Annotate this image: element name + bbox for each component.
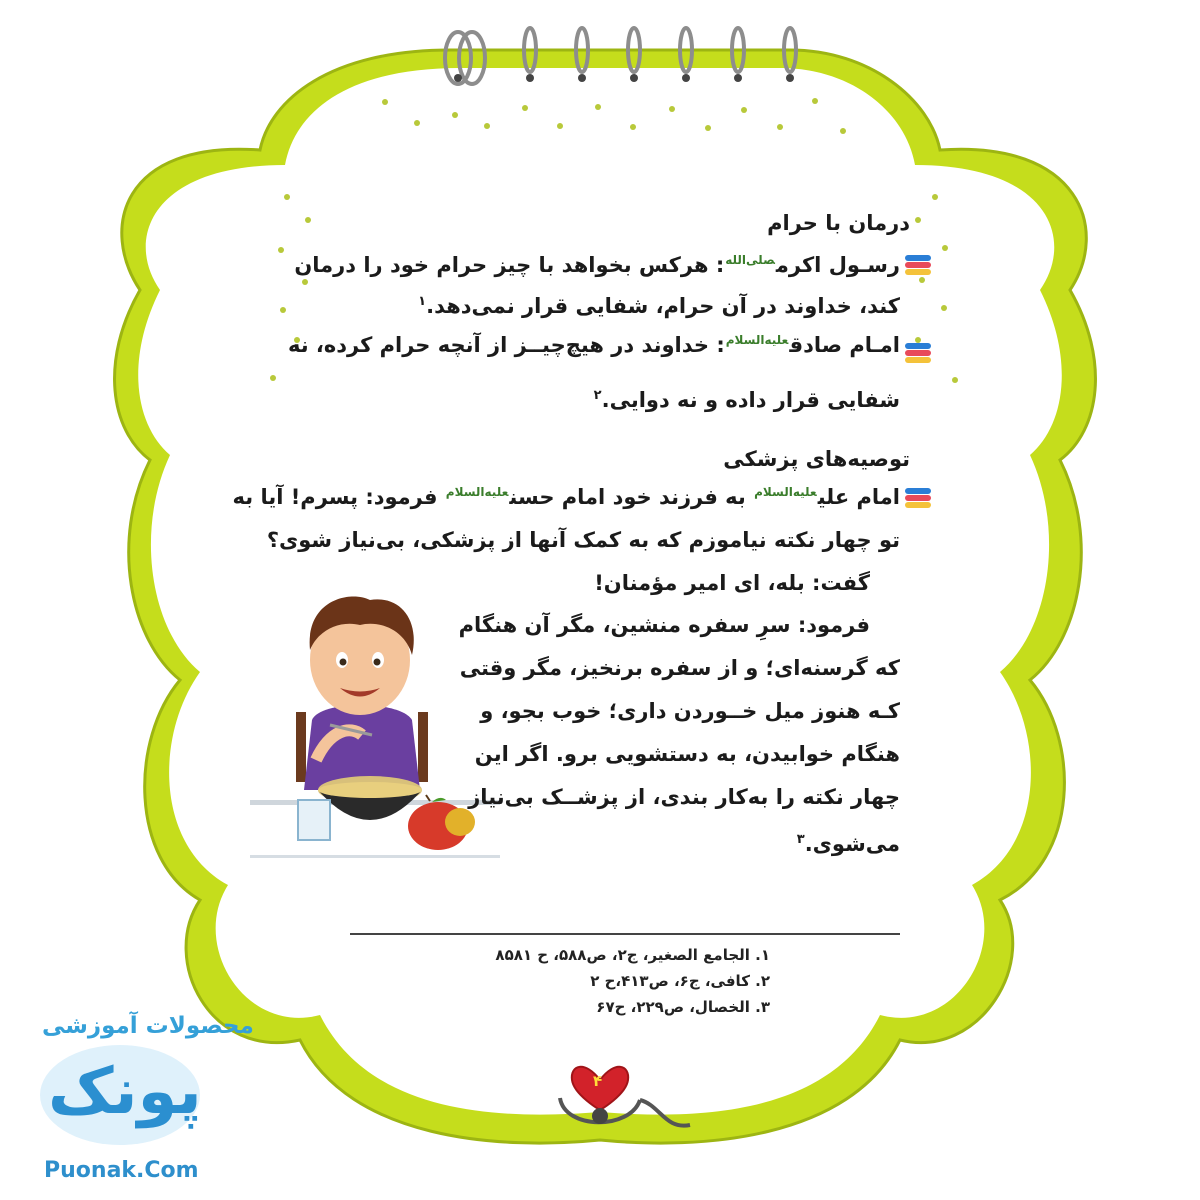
- quote-sadiq-line2: شفایی قرار داده و نه دوایی.$^۲$: [593, 388, 900, 412]
- brand-title: محصولات آموزشی: [42, 1013, 254, 1039]
- advice-paragraph-line: می‌شوی.$^۳$: [796, 832, 900, 856]
- footnote-1: ۱. الجامع الصغیر، ج۲، ص۵۸۸، ح ۸۵۸۱: [495, 946, 770, 964]
- quote-prophet-line2: کند، خداوند در آن حرام، شفایی قرار نمی‌دهد.$^۱$: [418, 294, 900, 318]
- advice-paragraph-line: کـه هنوز میل خــوردن داری؛ خوب بجو، و: [480, 699, 900, 723]
- brand-url[interactable]: Puonak.Com: [44, 1158, 199, 1183]
- quote-sadiq-line1: امـام صادق$^{علیه‌السلام}$: خداوند در هیچ‌چیــز از آنچه حرام کرده، نه: [287, 333, 900, 357]
- speaker-prophet: رسـول اکرم: [775, 253, 900, 277]
- salute-mark: علیه‌السلام: [725, 333, 789, 347]
- advice-paragraph-line: هنگام خوابیدن، به دستشویی برو. اگر این: [474, 742, 900, 766]
- quote-ali-line3: گفت: بله، ای امیر مؤمنان!: [594, 571, 870, 595]
- quote-ali-line1: امام علی$^{علیه‌السلام}$ به فرزند خود امام حسن$^{علیه‌السلام}$ فرمود: پسرم! آیا به: [232, 485, 900, 509]
- footnote-ref-1: ۱: [418, 294, 427, 309]
- footnote-ref-2: ۲: [593, 388, 602, 403]
- salute-mark: علیه‌السلام: [754, 485, 817, 499]
- footnote-2: ۲. کافی، ج۶، ص۴۱۳،ح ۲: [590, 972, 770, 990]
- footnote-3: ۳. الخصال، ص۲۲۹، ح۶۷: [596, 998, 770, 1016]
- quote-bullet-icon: [905, 255, 931, 275]
- brand-logo-text: پونک: [48, 1055, 202, 1129]
- footnote-ref-3: ۳: [796, 832, 805, 847]
- salute-mark: صلی‌الله: [725, 253, 775, 267]
- quote-bullet-icon: [905, 343, 931, 363]
- speaker-imam-sadiq: امـام صادق: [789, 333, 900, 357]
- quote-ali-line2: تو چهار نکته نیاموزم که به کمک آنها از پزشکی، بی‌نیاز شوی؟: [266, 528, 900, 552]
- advice-paragraph-line: چهار نکته را به‌کار بندی، از پزشــک بی‌نیاز: [468, 785, 900, 809]
- section-title-medical-advice: توصیه‌های پزشکی: [723, 447, 910, 471]
- advice-paragraph-line: که گرسنه‌ای؛ و از سفره برنخیز، مگر وقتی: [459, 656, 900, 680]
- quote-prophet-line1: رسـول اکرم$^{صلی‌الله}$: هرکس بخواهد با چیز حرام خود را درمان: [294, 253, 900, 277]
- salute-mark: علیه‌السلام: [445, 485, 509, 499]
- page-number: ۴: [593, 1072, 603, 1090]
- quote-bullet-icon: [905, 488, 931, 508]
- advice-paragraph-line: فرمود: سرِ سفره منشین، مگر آن هنگام: [458, 613, 870, 637]
- section-title-haram-treatment: درمان با حرام: [767, 211, 910, 235]
